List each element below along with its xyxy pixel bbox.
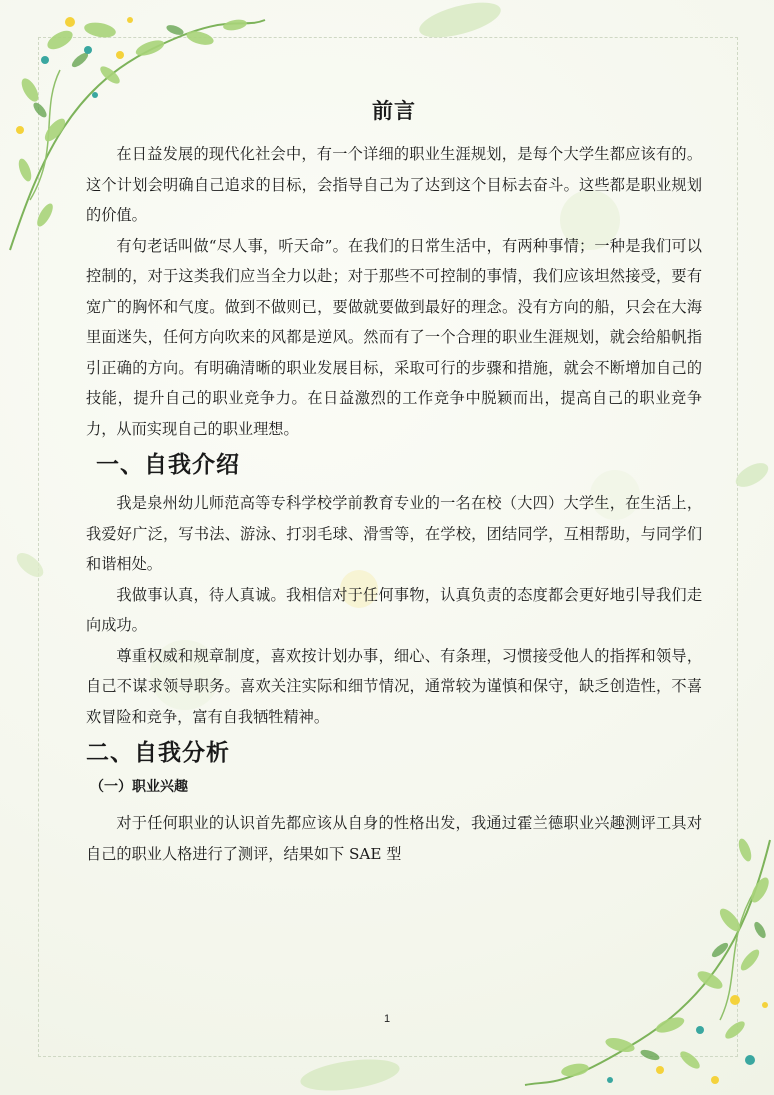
leaf-left-icon — [10, 545, 50, 585]
page-number: 1 — [383, 1013, 391, 1025]
self-intro-paragraph-1: 我是泉州幼儿师范高等专科学校学前教育专业的一名在校（大四）大学生，在生活上，我爱好广泛，写书法、游泳、打羽毛球、滑雪等，在学校，团结同学，互相帮助，与同学们和谐相处。 — [86, 494, 702, 573]
self-intro-paragraph-2: 我做事认真，待人真诚。我相信对于任何事物，认真负责的态度都会更好地引导我们走向成功。 — [86, 585, 702, 634]
leaf-top-right-icon — [410, 0, 510, 45]
subsection-heading-career-interest: （一）职业兴趣 — [90, 779, 188, 795]
leaf-bottom-left-icon — [290, 1050, 410, 1095]
document-body — [86, 95, 702, 869]
self-analysis-paragraph-1: 对于任何职业的认识首先都应该从自身的性格出发，我通过霍兰德职业兴趣测评工具对自己的职业人格进行了测评，结果如下 SAE 型 — [86, 814, 702, 863]
section-heading-self-intro: 一、自我介绍 — [96, 451, 240, 478]
section-heading-self-analysis: 二、自我分析 — [86, 739, 230, 766]
preface-paragraph-2: 有句老话叫做“尽人事，听天命”。在我们的日常生活中，有两种事情；一种是我们可以控制的，对于这类我们应当全力以赴；对于那些不可控制的事情，我们应该坦然接受，要有宽广的胸怀和气度。做到不做则已，要做就要做到最好的理念。没有方向的船，只会在大海里面迷失，任何方向吹来的风都是逆风。然而有了一个合理的职业生涯规划，就会给船帆指引正确的方向。有明确清晰的职业发展目标，采取可行的步骤和措施，就会不断增加自己的技能，提升自己的职业竞争力。在日益激烈的工作竞争中脱颖而出，提高自己的职业竞争力，从而实现自己的职业理想。 — [86, 236, 702, 438]
page-title: 前言 — [372, 98, 416, 123]
self-intro-paragraph-3: 尊重权威和规章制度，喜欢按计划办事，细心、有条理，习惯接受他人的指挥和领导，自己不谋求领导职务。喜欢关注实际和细节情况，通常较为谨慎和保守，缺乏创造性，不喜欢冒险和竞争，富有自我牺牲精神。 — [86, 646, 702, 726]
preface-paragraph-1: 在日益发展的现代化社会中，有一个详细的职业生涯规划，是每个大学生都应该有的。这个计划会明确自己追求的目标，会指导自己为了达到这个目标去奋斗。这些都是职业规划的价值。 — [86, 145, 702, 224]
vine-bottom-right-icon — [520, 830, 774, 1095]
leaf-right-icon — [730, 455, 774, 495]
